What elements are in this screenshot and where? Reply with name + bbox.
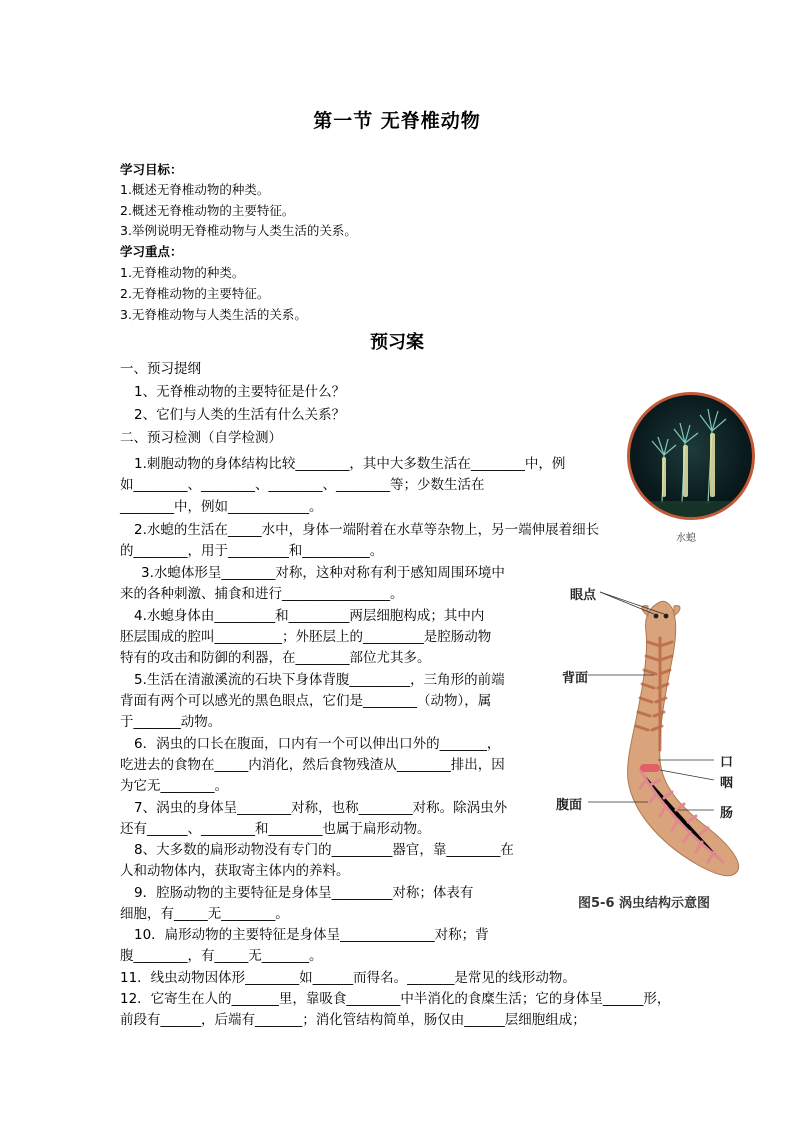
objective-item: 1.概述无脊椎动物的种类。 <box>120 182 270 197</box>
outline-question: 1、无脊椎动物的主要特征是什么？ <box>134 384 346 400</box>
exercise-line: 人和动物体内，获取寄主体内的养料。 <box>120 863 350 879</box>
exercise-line: 胚层围成的腔叫__________；外胚层上的_________是腔肠动物 <box>120 629 492 645</box>
exercise-line: 1.刺胞动物的身体结构比较________，其中大多数生活在________中，例 <box>134 456 566 472</box>
keypoint-item: 3.无脊椎动物与人类生活的关系。 <box>120 307 307 322</box>
label-intestine: 肠 <box>720 806 734 821</box>
exercise-line: 7、涡虫的身体呈________对称，也称________对称。除涡虫外 <box>134 800 508 816</box>
eyespot-right <box>664 614 669 619</box>
exercise-line: ________中，例如____________。 <box>120 499 323 515</box>
label-mouth: 口 <box>720 755 734 770</box>
hydra-illustration <box>630 395 752 517</box>
exercise-line: 为它无________。 <box>120 778 228 794</box>
exercise-line: 背面有两个可以感光的黑色眼点，它们是________（动物），属 <box>120 693 492 709</box>
exercise-line: 11．线虫动物因体形________如______而得名。_______是常见的线形动物。 <box>120 970 576 986</box>
exercise-line: 12．它寄生在人的_______里，靠吸食________中半消化的食糜生活；它的身体呈______形， <box>120 991 671 1007</box>
keypoint-item: 1.无脊椎动物的种类。 <box>120 265 245 280</box>
exercise-line: 如________、________、________、________等；少数生活在 <box>120 477 485 493</box>
label-pharynx: 咽 <box>720 776 734 791</box>
check-heading: 二、预习检测（自学检测） <box>120 430 282 446</box>
exercise-line: 9．腔肠动物的主要特征是身体呈_________对称；体表有 <box>134 885 474 901</box>
label-dorsal: 背面 <box>562 671 589 686</box>
outline-question: 2、它们与人类的生活有什么关系？ <box>134 407 346 423</box>
exercise-line: 3.水螅体形呈________对称，这种对称有利于感知周围环境中 <box>141 565 505 581</box>
outline-heading: 一、预习提纲 <box>120 361 201 377</box>
keypoints-heading: 学习重点： <box>120 244 183 259</box>
exercise-line: 吃进去的食物在_____内消化，然后食物残渣从________排出，因 <box>120 757 505 773</box>
exercise-line: 5.生活在清澈溪流的石块下身体背腹_________，三角形的前端 <box>134 672 505 688</box>
planarian-diagram <box>548 580 748 910</box>
exercise-line: 8、大多数的扁形动物没有专门的_________器官，靠________在 <box>134 842 514 858</box>
exercise-line: 腹________，有_____无_______。 <box>120 948 323 964</box>
exercise-line: 来的各种刺激、捕食和进行________________。 <box>120 586 404 602</box>
label-eyespot: 眼点 <box>570 588 597 603</box>
worm-pharynx <box>640 764 660 772</box>
objectives-heading: 学习目标： <box>120 162 183 177</box>
exercise-line: 还有______、________和________也属于扁形动物。 <box>120 821 431 837</box>
exercise-line: 6．涡虫的口长在腹面，口内有一个可以伸出口外的_______， <box>134 736 501 752</box>
worm-body <box>628 601 739 875</box>
exercise-line: 10．扁形动物的主要特征是身体呈______________对称；背 <box>134 927 489 943</box>
exercise-line: 于_______动物。 <box>120 714 222 730</box>
hydra-caption: 水螅 <box>676 533 696 544</box>
page-title: 第一节 无脊椎动物 <box>313 110 481 132</box>
exercise-line: 特有的攻击和防御的利器，在________部位尤其多。 <box>120 650 431 666</box>
worm-auricle <box>674 606 680 616</box>
figure-caption: 图5-6 涡虫结构示意图 <box>578 896 711 911</box>
label-ventral: 腹面 <box>556 798 583 813</box>
exercise-line: 细胞，有_____无________。 <box>120 906 289 922</box>
exercise-line: 的________，用于_________和__________。 <box>120 543 384 559</box>
hydra-photo <box>627 392 755 520</box>
eyespot-left <box>654 614 659 619</box>
exercise-line: 4.水螅身体由_________和_________两层细胞构成；其中内 <box>134 608 485 624</box>
objective-item: 2.概述无脊椎动物的主要特征。 <box>120 203 295 218</box>
exercise-line: 2.水螅的生活在_____水中，身体一端附着在水草等杂物上，另一端伸展着细长 <box>134 522 600 538</box>
keypoint-item: 2.无脊椎动物的主要特征。 <box>120 286 270 301</box>
section-title: 预习案 <box>370 332 424 353</box>
exercise-line: 前段有______，后端有_______；消化管结构简单，肠仅由______层细胞组成； <box>120 1012 586 1028</box>
objective-item: 3.举例说明无脊椎动物与人类生活的关系。 <box>120 223 357 238</box>
